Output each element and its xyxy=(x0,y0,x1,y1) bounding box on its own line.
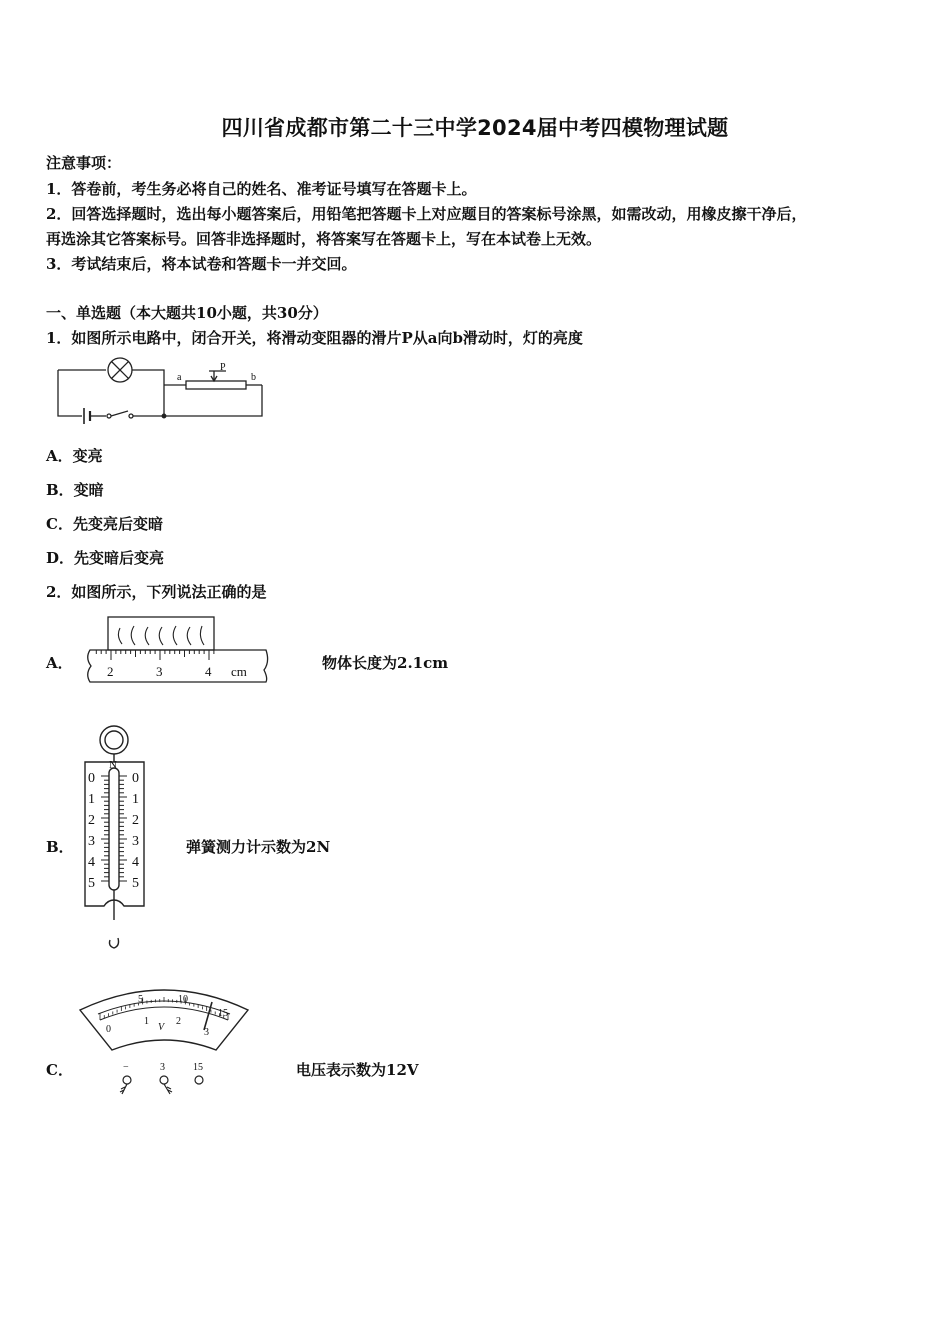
ring-icon xyxy=(100,726,128,754)
q2-stem: 2．如图所示，下列说法正确的是 xyxy=(46,583,267,601)
q2-option-a-text: 物体长度为2.1cm xyxy=(322,654,449,672)
q2-option-c-text: 电压表示数为12V xyxy=(296,1061,419,1079)
q1-circuit-diagram xyxy=(54,360,266,422)
q2-option-a-label: A． xyxy=(46,654,73,672)
scale-left-3: 3 xyxy=(88,834,95,849)
ruler-figure xyxy=(78,614,273,686)
notice-heading: 注意事项： xyxy=(46,154,122,172)
scale-right-3: 3 xyxy=(132,834,139,849)
ruler-unit: cm xyxy=(231,664,247,679)
q1-label-b: b xyxy=(251,372,256,383)
terminal-3-icon xyxy=(160,1076,168,1084)
q2-option-c-label: C． xyxy=(46,1061,73,1079)
voltmeter-figure xyxy=(76,980,252,1102)
q1-option-b: B．变暗 xyxy=(46,481,104,499)
measured-object xyxy=(108,617,214,650)
meter-top-15: 15 xyxy=(218,1008,228,1019)
ruler-label-4: 4 xyxy=(205,664,212,679)
notice-item-2-line-1: 2．回答选择题时，选出每小题答案后，用铅笔把答题卡上对应题目的答案标号涂黑，如需改动，用橡皮擦干净后， xyxy=(46,205,807,223)
scale-right-1: 1 xyxy=(132,792,139,807)
scale-left-0: 0 xyxy=(88,771,95,786)
q1-option-a: A．变亮 xyxy=(46,447,103,465)
scale-left-1: 1 xyxy=(88,792,95,807)
q1-option-d: D．先变暗后变亮 xyxy=(46,549,165,567)
terminal-neg-label: − xyxy=(123,1062,129,1073)
q1-label-p: P xyxy=(220,362,226,373)
rheostat xyxy=(186,381,246,389)
notice-item-2-line-2: 再选涂其它答案标号。回答非选择题时，将答案写在答题卡上，写在本试卷上无效。 xyxy=(46,230,602,248)
terminal-15-icon xyxy=(195,1076,203,1084)
meter-unit: V xyxy=(158,1022,165,1033)
meter-top-10: 10 xyxy=(178,994,188,1005)
ruler-label-2: 2 xyxy=(107,664,114,679)
scale-right-4: 4 xyxy=(132,855,139,870)
section-heading: 一、单选题（本大题共10小题，共30分） xyxy=(46,304,328,322)
notice-item-1: 1．答卷前，考生务必将自己的姓名、准考证号填写在答题卡上。 xyxy=(46,180,477,198)
scale-left-2: 2 xyxy=(88,813,95,828)
terminal-neg-icon xyxy=(123,1076,131,1084)
ruler-label-3: 3 xyxy=(156,664,163,679)
q1-stem: 1．如图所示电路中，闭合开关，将滑动变阻器的滑片P从a向b滑动时，灯的亮度 xyxy=(46,329,583,347)
spring-scale-figure xyxy=(80,724,156,954)
q1-option-c: C．先变亮后变暗 xyxy=(46,515,163,533)
scale-right-5: 5 xyxy=(132,876,139,891)
notice-item-3: 3．考试结束后，将本试卷和答题卡一并交回。 xyxy=(46,255,357,273)
hook-icon xyxy=(110,938,119,948)
terminal-15-label: 15 xyxy=(193,1062,203,1073)
scale-unit: N xyxy=(109,759,117,771)
scale-right-2: 2 xyxy=(132,813,139,828)
scale-right-0: 0 xyxy=(132,771,139,786)
q1-label-a: a xyxy=(177,372,182,383)
meter-bottom-2: 2 xyxy=(176,1016,181,1027)
scale-left-4: 4 xyxy=(88,855,95,870)
q2-option-b-label: B． xyxy=(46,838,74,856)
q2-option-b-text: 弹簧测力计示数为2N xyxy=(186,838,331,856)
meter-bottom-3: 3 xyxy=(204,1027,209,1038)
meter-top-5: 5 xyxy=(138,994,143,1005)
meter-bottom-0: 0 xyxy=(106,1024,111,1035)
page-title: 四川省成都市第二十三中学2024届中考四模物理试题 xyxy=(221,116,729,140)
meter-bottom-1: 1 xyxy=(144,1016,149,1027)
scale-left-5: 5 xyxy=(88,876,95,891)
terminal-3-label: 3 xyxy=(160,1062,165,1073)
